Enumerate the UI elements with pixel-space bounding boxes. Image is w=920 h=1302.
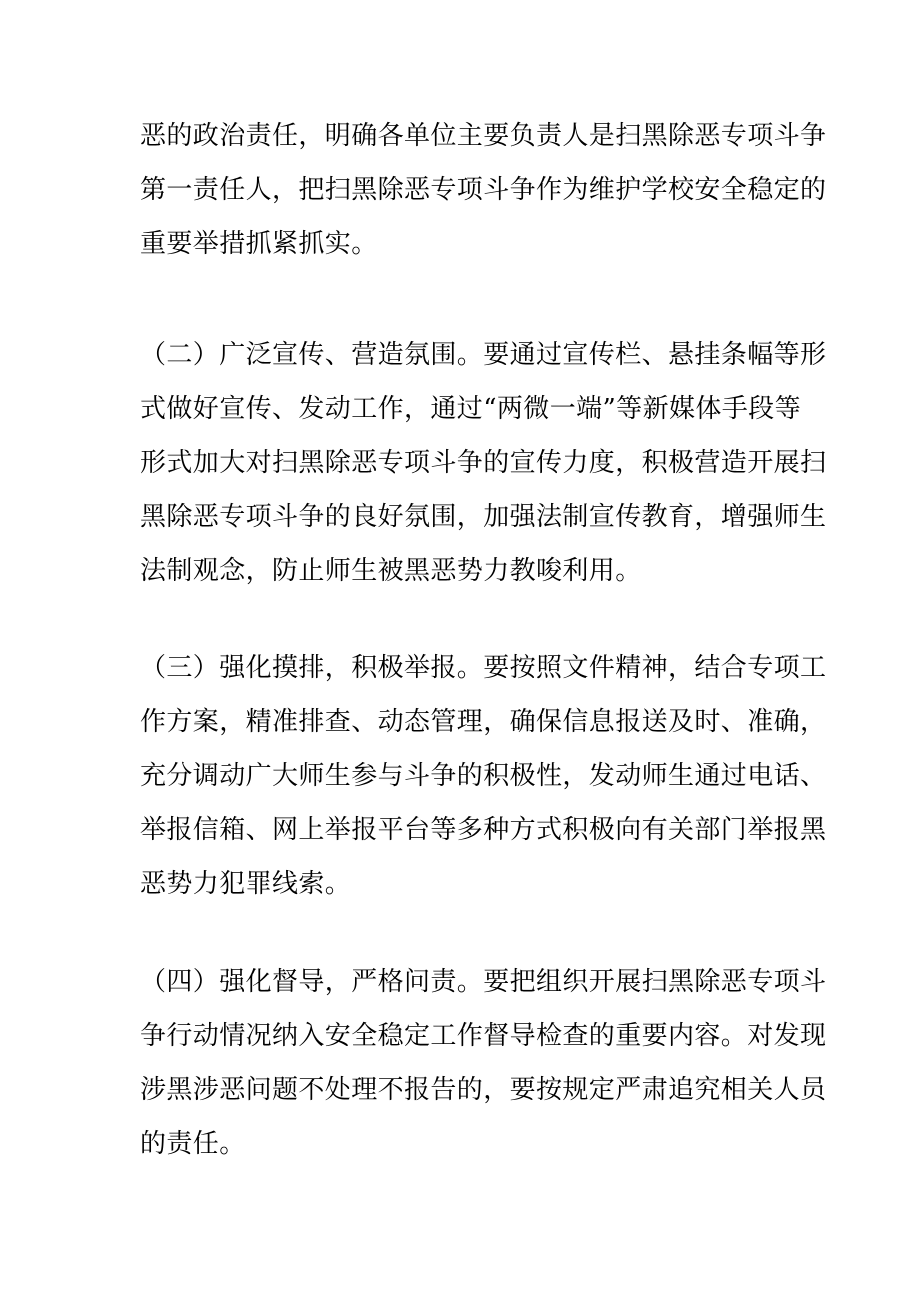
text-line: 举报信箱、网上举报平台等多种方式积极向有关部门举报黑 — [140, 815, 827, 845]
text-line: 恶的政治责任，明确各单位主要负责人是扫黑除恶专项斗争 — [140, 121, 827, 151]
text-line: 充分调动广大师生参与斗争的积极性，发动师生通过电话、 — [140, 761, 827, 791]
text-line: 形式加大对扫黑除恶专项斗争的宣传力度，积极营造开展扫 — [140, 448, 827, 478]
paragraph-supervision — [140, 955, 827, 1171]
text-line: （四）强化督导，严格问责。要把组织开展扫黑除恶专项斗 — [140, 967, 827, 997]
text-line: 式做好宣传、发动工作，通过“两微一端”等新媒体手段等 — [140, 394, 801, 424]
text-line: 法制观念，防止师生被黑恶势力教唆利用。 — [140, 556, 642, 586]
text-line: 恶势力犯罪线索。 — [140, 869, 352, 899]
text-line: 作方案，精准排查、动态管理，确保信息报送及时、准确， — [140, 707, 827, 737]
text-line: 争行动情况纳入安全稳定工作督导检查的重要内容。对发现 — [140, 1021, 827, 1051]
text-line: 重要举措抓紧抓实。 — [140, 229, 378, 259]
text-line: 第一责任人，把扫黑除恶专项斗争作为维护学校安全稳定的 — [140, 175, 827, 205]
text-line: 黑除恶专项斗争的良好氛围，加强法制宣传教育，增强师生 — [140, 502, 827, 532]
text-line: 涉黑涉恶问题不处理不报告的，要按规定严肃追究相关人员 — [140, 1075, 827, 1105]
text-line: 的责任。 — [140, 1129, 246, 1159]
paragraph-publicity — [140, 328, 827, 598]
paragraph-investigation — [140, 641, 827, 911]
paragraph-responsibility — [140, 109, 827, 271]
text-line: （二）广泛宣传、营造氛围。要通过宣传栏、悬挂条幅等形 — [140, 340, 827, 370]
text-line: （三）强化摸排，积极举报。要按照文件精神，结合专项工 — [140, 653, 827, 683]
